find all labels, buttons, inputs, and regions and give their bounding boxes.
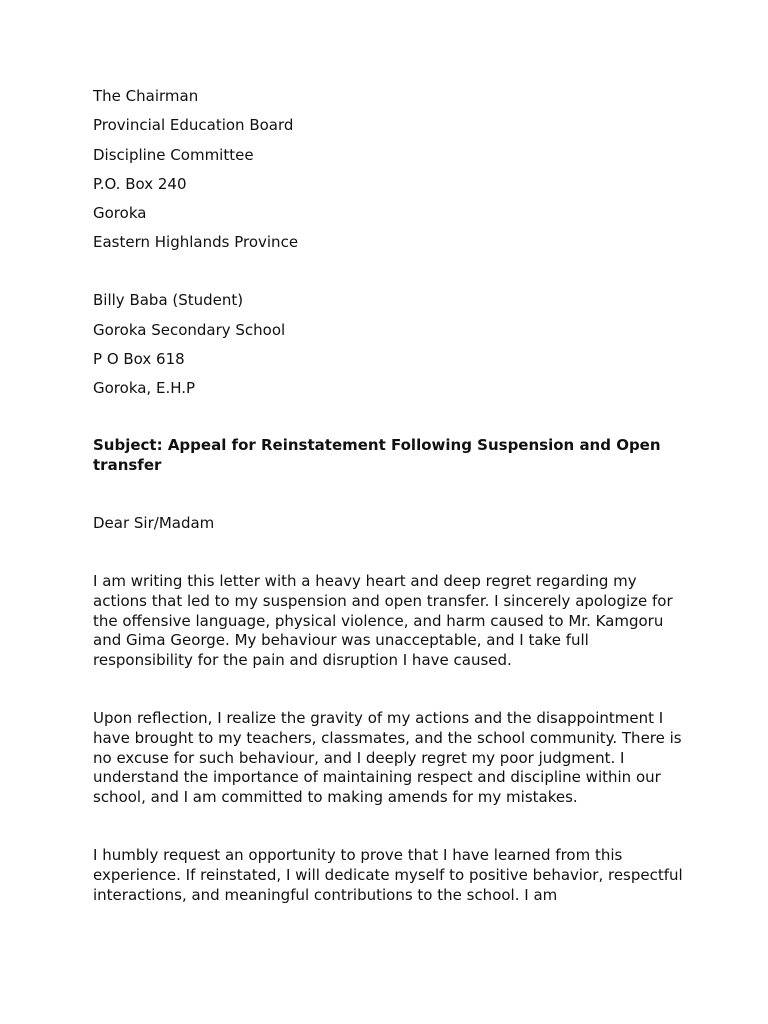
subject-line: Subject: Appeal for Reinstatement Following Suspension and Open transfer (93, 436, 661, 475)
letter-page (93, 86, 693, 905)
recipient-line: The Chairman (93, 87, 199, 105)
sender-line: Billy Baba (Student) (93, 291, 244, 310)
body-paragraph: I humbly request an opportunity to prove that I have learned from this experience. If reinstated, I will dedicate myself to positive behavior, respectful interactions, and meaningful contributions to the school. I am (93, 846, 683, 904)
recipient-line: P.O. Box 240 (93, 174, 187, 193)
body-paragraph: I am writing this letter with a heavy heart and deep regret regarding my actions that led to my suspension and open transfer. I sincerely apologize for the offensive language, physical violence, and harm caused to Mr. Kamgoru and Gima George. My behaviour was unacceptable, and I take full responsibility for the pain and disruption I have caused. (93, 572, 673, 669)
recipient-line: Discipline Committee (93, 145, 254, 164)
sender-line: Goroka Secondary School (93, 320, 286, 339)
recipient-address-block (93, 86, 693, 252)
sender-line: Goroka, E.H.P (93, 379, 196, 398)
recipient-line: Goroka (93, 204, 147, 223)
body-paragraph: Upon reflection, I realize the gravity of my actions and the disappointment I have brought to my teachers, classmates, and the school community. There is no excuse for such behaviour, and I deeply regret my poor judgment. I understand the importance of maintaining respect and discipline within our school, and I am committed to making amends for my mistakes. (93, 709, 682, 806)
sender-line: P O Box 618 (93, 350, 185, 369)
sender-address-block (93, 290, 693, 398)
recipient-line: Provincial Education Board (93, 116, 294, 135)
salutation: Dear Sir/Madam (93, 514, 215, 533)
recipient-line: Eastern Highlands Province (93, 233, 299, 252)
